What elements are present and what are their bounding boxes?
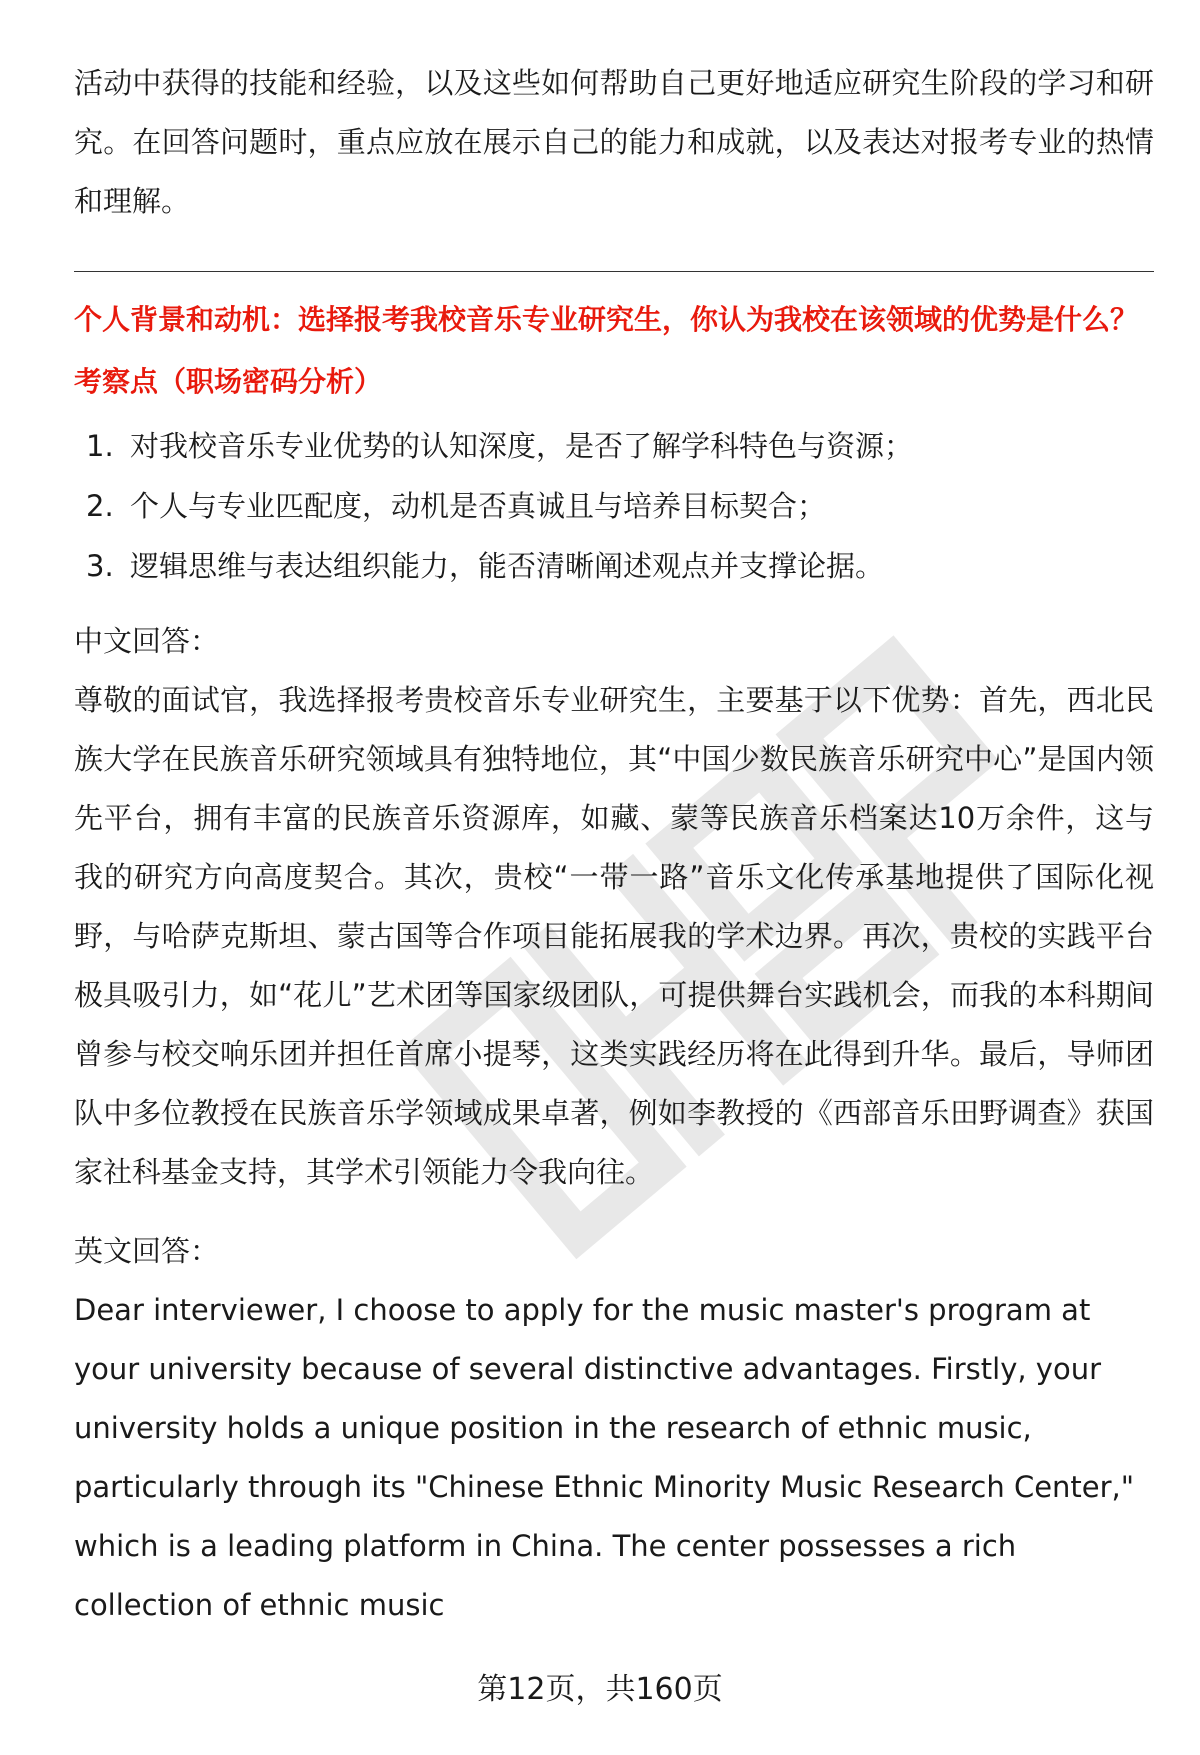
chinese-answer-label: 中文回答： xyxy=(74,624,220,658)
question-heading: 个人背景和动机：选择报考我校音乐专业研究生，你认为我校在该领域的优势是什么？ xyxy=(74,303,1139,336)
list-item-number: 1. xyxy=(86,429,114,463)
list-item-number: 2. xyxy=(86,489,114,523)
list-item-text: 逻辑思维与表达组织能力，能否清晰阐述观点并支撑论据。 xyxy=(130,549,885,583)
chinese-answer-text: 尊敬的面试官，我选择报考贵校音乐专业研究生，主要基于以下优势：首先，西北民族大学在民族音乐研究领域具有独特地位，其“中国少数民族音乐研究中心”是国内领先平台，拥有丰富的民族音乐资源库，如藏、蒙等民族音乐档案达10万余件，这与我的研究方向高度契合。其次，贵校“一带一路”音乐文化传承基地提供了国际化视野，与哈萨克斯坦、蒙古国等合作项目能拓展我的学术边界。再次，贵校的实践平台极具吸引力，如“花儿”艺术团等国家级团队，可提供舞台实践机会，而我的本科期间曾参与校交响乐团并担任首席小提琴，这类实践经历将在此得到升华。最后，导师团队中多位教授在民族音乐学领域成果卓著，例如李教授的《西部音乐田野调查》获国家社科基金支持，其学术引领能力令我向往。 xyxy=(74,683,1154,1189)
points-heading: 考察点（职场密码分析） xyxy=(74,365,383,398)
list-item-number: 3. xyxy=(86,549,114,583)
list-item xyxy=(74,476,1154,536)
page-footer: 第12页，共160页 xyxy=(477,1672,723,1707)
list-item-text: 对我校音乐专业优势的认知深度，是否了解学科特色与资源； xyxy=(130,429,914,463)
page-content xyxy=(74,54,1154,1635)
points-list xyxy=(74,416,1154,596)
spacer xyxy=(74,1202,1154,1216)
intro-paragraph: 活动中获得的技能和经验，以及这些如何帮助自己更好地适应研究生阶段的学习和研究。在回答问题时，重点应放在展示自己的能力和成就，以及表达对报考专业的热情和理解。 xyxy=(74,66,1154,218)
english-answer-label: 英文回答： xyxy=(74,1234,220,1268)
list-item xyxy=(74,416,1154,476)
list-item-text: 个人与专业匹配度，动机是否真诚且与培养目标契合； xyxy=(130,489,827,523)
list-item xyxy=(74,536,1154,596)
section-divider xyxy=(74,271,1154,272)
english-answer-text: Dear interviewer, I choose to apply for the music master's program at your university because of several distinctive advantages. Firstly, your university holds a unique position in the research of ethnic music, particularly through its "Chinese Ethnic Minority Music Research Center," which is a leading platform in China. The center possesses a rich collection of ethnic music xyxy=(74,1293,1135,1622)
